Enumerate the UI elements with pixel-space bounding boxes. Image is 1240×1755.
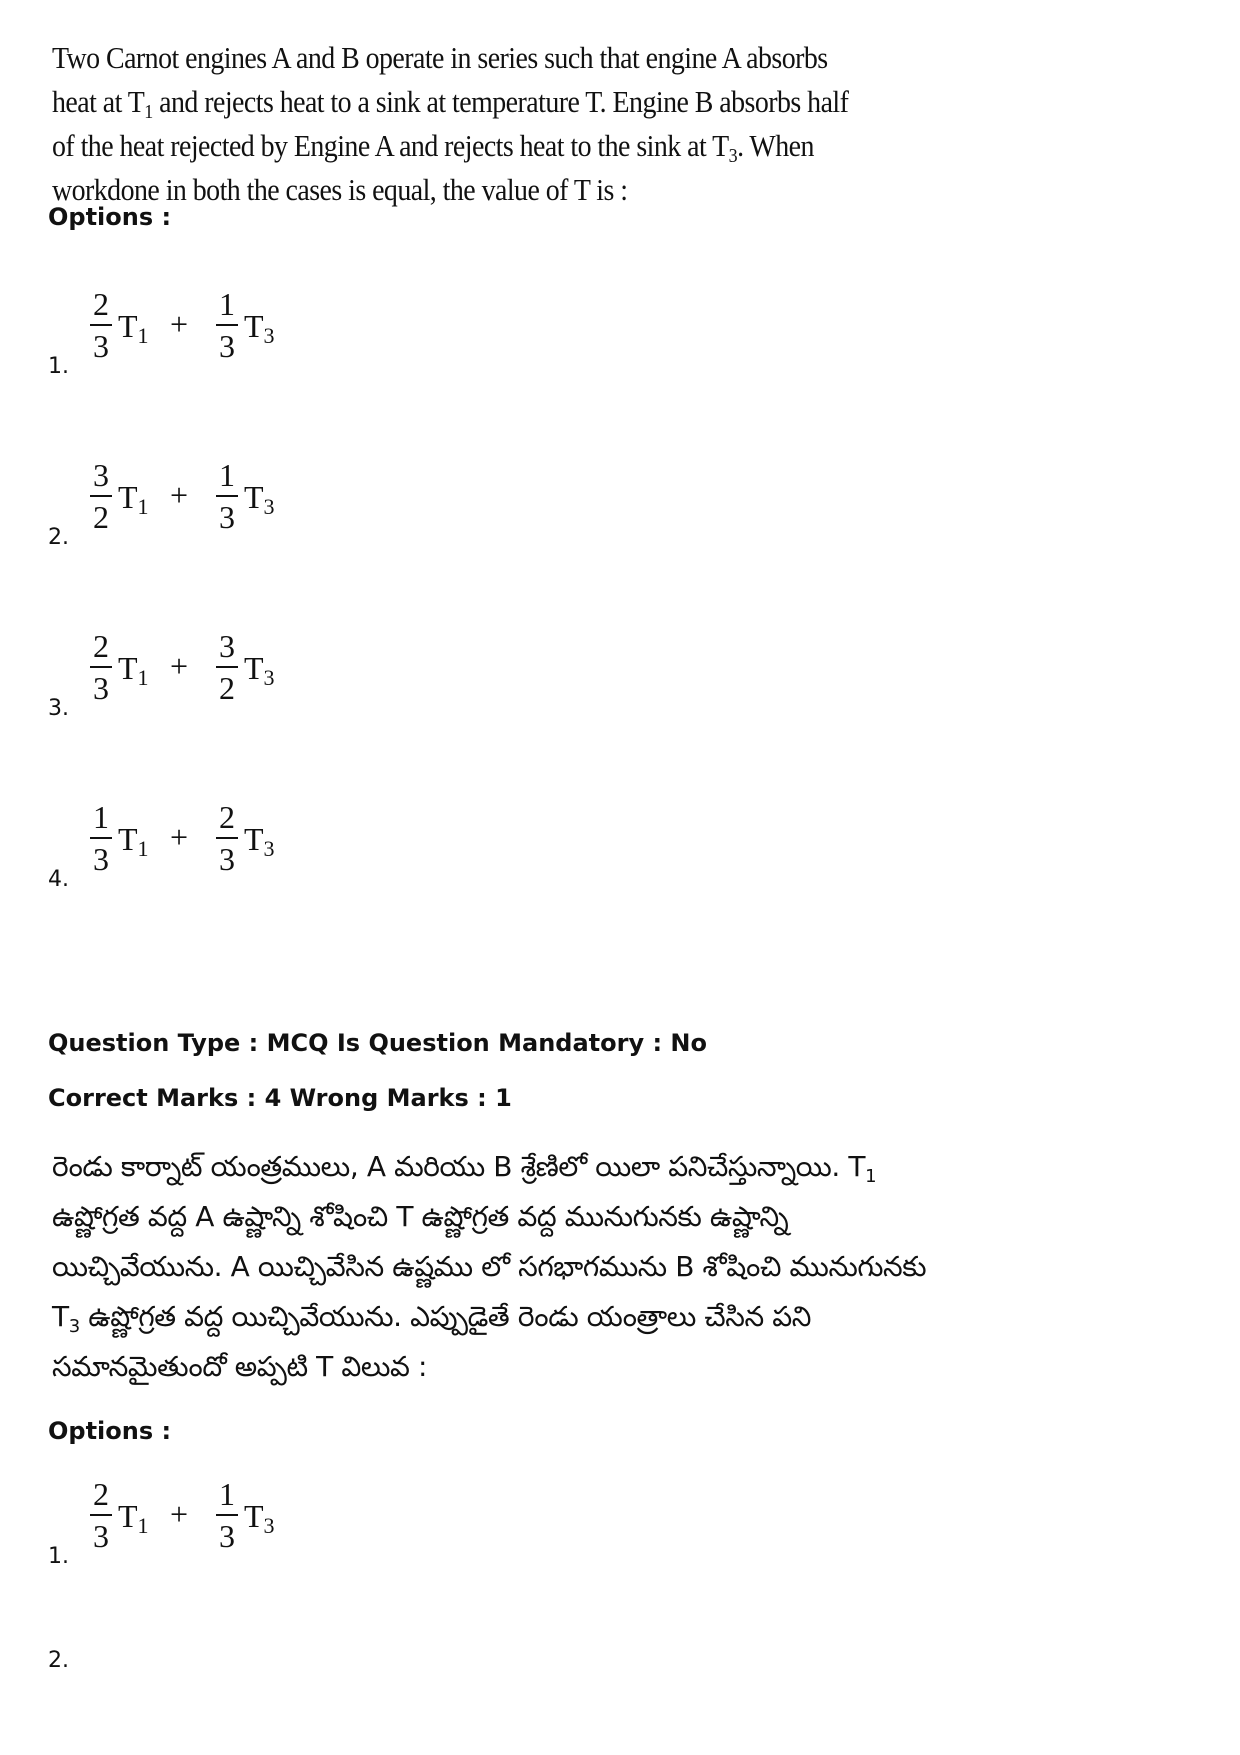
term-subscript: 1 — [137, 836, 149, 861]
fraction-denominator: 2 — [219, 670, 235, 706]
term-subscript: 3 — [263, 1513, 275, 1538]
term-symbol: T — [118, 1498, 138, 1534]
term-symbol: T — [244, 308, 264, 344]
option-te-2-number: 2. — [48, 1648, 69, 1673]
option-4-number: 4. — [48, 867, 69, 892]
telugu-part-3: ఉష్ణోగ్రత వద్ద యిచ్చివేయును. ఎప్పుడైతే రెండు యంత్రాలు చేసిన పని సమానమైతుందో అప్పటి T విలువ : — [52, 1300, 812, 1383]
fraction-a — [88, 457, 114, 535]
fraction-bar — [216, 1514, 238, 1516]
marks-line: Correct Marks : 4 Wrong Marks : 1 — [48, 1084, 512, 1112]
term-t1 — [118, 479, 149, 519]
term-t3 — [244, 821, 275, 861]
subscript-3: 3 — [68, 1316, 80, 1337]
fraction-numerator: 1 — [219, 286, 235, 322]
term-t1 — [118, 1498, 149, 1538]
term-symbol: T — [244, 650, 264, 686]
term-symbol: T — [244, 821, 264, 857]
subscript-1: 1 — [144, 101, 153, 123]
term-subscript: 1 — [137, 665, 149, 690]
fraction-denominator: 2 — [93, 499, 109, 535]
fraction-denominator: 3 — [219, 1518, 235, 1554]
plus-sign: + — [170, 306, 189, 342]
fraction-bar — [90, 495, 112, 497]
fraction-bar — [216, 324, 238, 326]
term-subscript: 3 — [263, 323, 275, 348]
fraction-numerator: 2 — [219, 799, 235, 835]
fraction-denominator: 3 — [93, 1518, 109, 1554]
fraction-numerator: 1 — [93, 799, 109, 835]
fraction-bar — [216, 666, 238, 668]
term-t1 — [118, 821, 149, 861]
fraction-b — [214, 799, 240, 877]
fraction-numerator: 3 — [93, 457, 109, 493]
term-subscript: 1 — [137, 323, 149, 348]
fraction-denominator: 3 — [93, 670, 109, 706]
options-heading: Options : — [48, 203, 172, 231]
option-3-formula[interactable] — [88, 628, 308, 712]
plus-sign: + — [170, 648, 189, 684]
fraction-a — [88, 799, 114, 877]
subscript-1: 1 — [865, 1166, 877, 1187]
plus-sign: + — [170, 819, 189, 855]
fraction-a — [88, 628, 114, 706]
fraction-a — [88, 286, 114, 364]
option-1-formula[interactable] — [88, 286, 308, 370]
term-subscript: 1 — [137, 1513, 149, 1538]
term-t3 — [244, 479, 275, 519]
term-symbol: T — [244, 1498, 264, 1534]
plus-sign: + — [170, 1496, 189, 1532]
option-te-1-formula[interactable] — [88, 1476, 308, 1560]
fraction-numerator: 1 — [219, 457, 235, 493]
option-te-1-number: 1. — [48, 1544, 69, 1569]
telugu-part-1: రెండు కార్నాట్ యంత్రములు, A మరియు B శ్రేణిలో యిలా పనిచేస్తున్నాయి. T — [52, 1150, 866, 1183]
term-subscript: 3 — [263, 665, 275, 690]
question-text-telugu — [52, 1142, 952, 1392]
telugu-part-2: ఉష్ణోగ్రత వద్ద A ఉష్ణాన్ని శోషించి T ఉష్ణోగ్రత వద్ద మునుగునకు ఉష్ణాన్ని యిచ్చివేయును. A యిచ్చివేసిన ఉష్ణము లో సగభాగమును B శోషించి మునుగునకు T — [52, 1200, 927, 1333]
options-heading-telugu: Options : — [48, 1417, 172, 1445]
term-symbol: T — [118, 650, 138, 686]
option-4-formula[interactable] — [88, 799, 308, 883]
term-t3 — [244, 308, 275, 348]
option-3-number: 3. — [48, 696, 69, 721]
term-subscript: 1 — [137, 494, 149, 519]
fraction-numerator: 2 — [93, 286, 109, 322]
option-2-number: 2. — [48, 525, 69, 550]
term-t1 — [118, 650, 149, 690]
question-line-3: . When workdone in both the cases is equal, the value of T is : — [52, 128, 814, 207]
fraction-bar — [90, 666, 112, 668]
question-type-line: Question Type : MCQ Is Question Mandatory : No — [48, 1029, 707, 1057]
fraction-denominator: 3 — [93, 841, 109, 877]
fraction-denominator: 3 — [219, 328, 235, 364]
fraction-denominator: 3 — [219, 499, 235, 535]
term-symbol: T — [118, 821, 138, 857]
fraction-b — [214, 457, 240, 535]
term-t3 — [244, 1498, 275, 1538]
plus-sign: + — [170, 477, 189, 513]
fraction-b — [214, 286, 240, 364]
fraction-denominator: 3 — [219, 841, 235, 877]
fraction-numerator: 2 — [93, 628, 109, 664]
term-symbol: T — [244, 479, 264, 515]
term-symbol: T — [118, 308, 138, 344]
fraction-a — [88, 1476, 114, 1554]
term-subscript: 3 — [263, 494, 275, 519]
fraction-numerator: 1 — [219, 1476, 235, 1512]
term-t3 — [244, 650, 275, 690]
fraction-denominator: 3 — [93, 328, 109, 364]
fraction-b — [214, 628, 240, 706]
fraction-numerator: 3 — [219, 628, 235, 664]
term-t1 — [118, 308, 149, 348]
option-2-formula[interactable] — [88, 457, 308, 541]
fraction-bar — [216, 837, 238, 839]
fraction-bar — [216, 495, 238, 497]
fraction-numerator: 2 — [93, 1476, 109, 1512]
subscript-3: 3 — [728, 145, 738, 167]
fraction-bar — [90, 1514, 112, 1516]
question-text-english — [52, 36, 862, 212]
question-line-2: and rejects heat to a sink at temperature T. Engine B absorbs half of the heat rejected by Engine A and rejects heat to the sink at T — [52, 84, 849, 163]
fraction-b — [214, 1476, 240, 1554]
option-1-number: 1. — [48, 354, 69, 379]
question-line-1: Two Carnot engines A and B operate in series such that engine A absorbs heat at T — [52, 40, 828, 119]
term-symbol: T — [118, 479, 138, 515]
term-subscript: 3 — [263, 836, 275, 861]
fraction-bar — [90, 837, 112, 839]
fraction-bar — [90, 324, 112, 326]
